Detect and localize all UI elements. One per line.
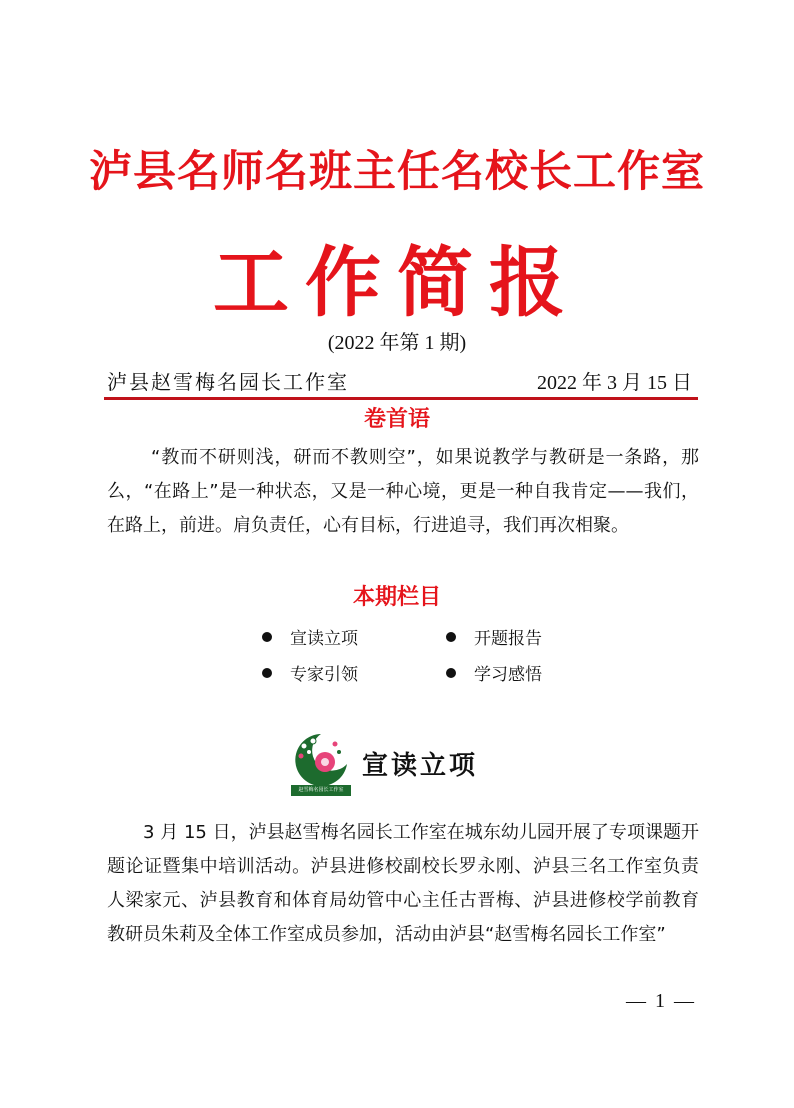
preface-text: “教而不研则浅，研而不教则空”，如果说教学与教研是一条路，那么，“在路上”是一种状态，又是一种心境，更是一种自我肯定——我们，在路上，前进。肩负责任，心有目标，行进追寻，我们再次相聚。 [107, 447, 699, 536]
column-item [446, 624, 542, 649]
bullet-icon [446, 668, 456, 678]
bulletin-title: 工作简报 [213, 238, 581, 327]
section-heading: 宣读立项 [362, 751, 479, 781]
column-item-label: 学习感悟 [474, 665, 542, 685]
column-item-label: 宣读立项 [290, 629, 358, 649]
column-item-label: 专家引领 [290, 665, 358, 685]
column-item [262, 624, 358, 649]
publication-date: 2022 年 3 月 15 日 [537, 372, 692, 394]
issue-number: (2022 年第 1 期) [327, 332, 467, 354]
column-item [262, 660, 358, 685]
bullet-icon [262, 632, 272, 642]
bullet-icon [262, 668, 272, 678]
logo-caption: 赵雪梅名园长工作室 [291, 785, 351, 796]
page-number: — 1 — [626, 990, 696, 1012]
column-item-label: 开题报告 [474, 629, 542, 649]
header-divider [104, 397, 698, 400]
column-item [446, 660, 542, 685]
organization-title: 泸县名师名班主任名校长工作室 [89, 147, 705, 197]
section-body-text: 3 月 15 日，泸县赵雪梅名园长工作室在城东幼儿园开展了专项课题开题论证暨集中培训活动。泸县进修校副校长罗永刚、泸县三名工作室负责人梁家元、泸县教育和体育局幼管中心主任古晋梅、泸县进修校学前教育教研员朱莉及全体工作室成员参加，活动由泸县“赵雪梅名园长工作室” [107, 822, 699, 945]
studio-name: 泸县赵雪梅名园长工作室 [107, 370, 349, 394]
columns-heading: 本期栏目 [352, 585, 441, 610]
bullet-icon [446, 632, 456, 642]
preface-heading: 卷首语 [363, 407, 430, 432]
